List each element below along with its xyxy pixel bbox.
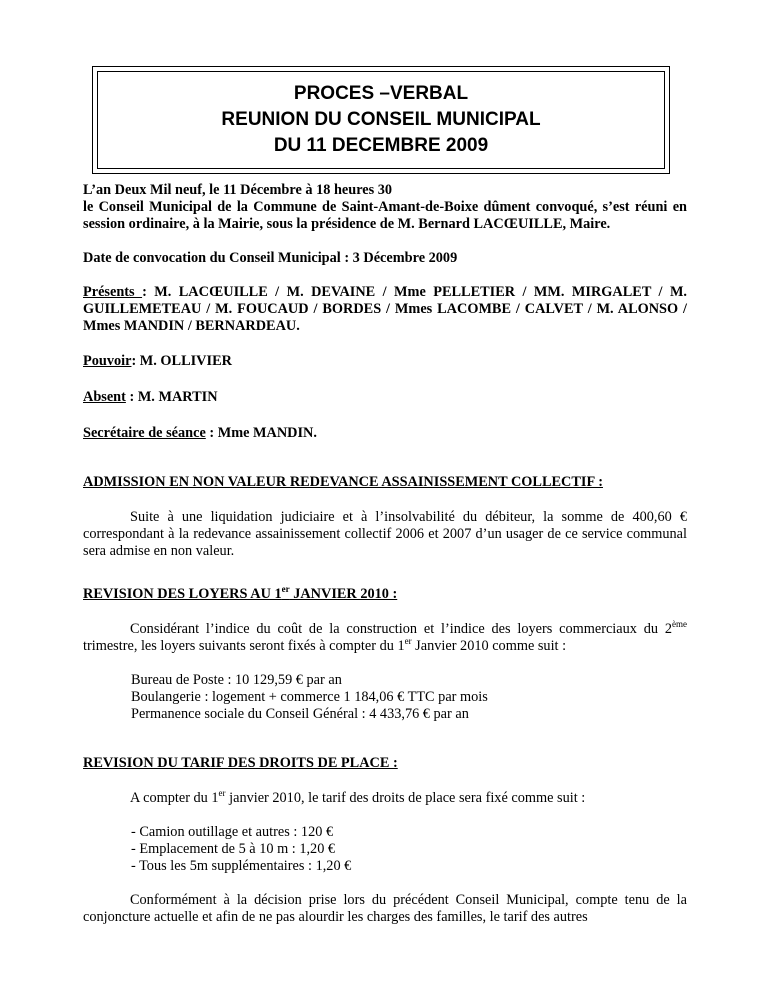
section-body-droits-de-place [83, 790, 687, 807]
loyers-body-text-2: trimestre, les loyers suivants seront fixés à compter du 1 [83, 638, 405, 654]
section-heading-loyers [83, 586, 687, 603]
list-item: - Emplacement de 5 à 10 m : 1,20 € [131, 841, 336, 857]
loyers-body-text-3: Janvier 2010 comme suit : [411, 638, 567, 654]
document-body [83, 182, 687, 926]
droits-list [131, 824, 687, 875]
section-body-admission: Suite à une liquidation judiciaire et à l’insolvabilité du débiteur, la somme de 400,60 € correspondant à la redevance assainissement collectif 2006 et 2007 d’un usager de ce service communal sera admise en non valeur. [83, 509, 687, 559]
presents-label: Présents [83, 284, 143, 300]
section-body-loyers [83, 621, 687, 655]
title-box-inner [97, 71, 665, 169]
absent-value: : M. MARTIN [125, 389, 218, 405]
secretaire-label: Secrétaire de séance [83, 425, 206, 441]
convocation-date: Date de convocation du Conseil Municipal : 3 Décembre 2009 [83, 250, 458, 266]
absent-label: Absent [83, 389, 126, 405]
droits-body-sup: er [218, 788, 226, 798]
list-item: - Tous les 5m supplémentaires : 1,20 € [131, 858, 352, 874]
title-line-3: DU 11 DECEMBRE 2009 [273, 135, 489, 156]
absent-paragraph [83, 389, 687, 406]
loyers-heading-text-end: JANVIER 2010 : [289, 586, 398, 602]
loyers-heading-text: REVISION DES LOYERS AU 1 [83, 586, 282, 602]
loyers-heading-sup: er [281, 584, 290, 594]
presents-paragraph [83, 284, 687, 335]
secretaire-paragraph [83, 425, 687, 442]
intro-line-1: L’an Deux Mil neuf, le 11 Décembre à 18 heures 30 [83, 182, 393, 198]
title-line-1: PROCES –VERBAL [293, 83, 469, 104]
presents-value: : M. LACŒUILLE / M. DEVAINE / Mme PELLETIER / MM. MIRGALET / M. GUILLEMETEAU / M. FOUCAUD / BORDES / Mmes LACOMBE / CALVET / M. ALONSO / Mmes MANDIN / BERNARDEAU. [83, 284, 688, 334]
loyers-body-text-1: Considérant l’indice du coût de la construction et l’indice des loyers commerciaux du 2 [130, 621, 672, 637]
secretaire-value: : Mme MANDIN. [205, 425, 317, 441]
droits-body-text-1: A compter du 1 [130, 790, 219, 806]
list-item: Bureau de Poste : 10 129,59 € par an [131, 672, 342, 688]
loyers-body-sup-1: ème [672, 619, 687, 629]
title-box [92, 66, 670, 174]
pouvoir-paragraph [83, 353, 687, 370]
pouvoir-label: Pouvoir [83, 353, 132, 369]
section-heading-droits-de-place: REVISION DU TARIF DES DROITS DE PLACE : [83, 755, 398, 771]
droits-body-text-2: janvier 2010, le tarif des droits de place sera fixé comme suit : [225, 790, 586, 806]
section-heading-admission: ADMISSION EN NON VALEUR REDEVANCE ASSAINISSEMENT COLLECTIF : [83, 474, 603, 490]
loyers-list [131, 672, 687, 723]
title-line-2: REUNION DU CONSEIL MUNICIPAL [221, 109, 541, 130]
section-closing-paragraph: Conformément à la décision prise lors du précédent Conseil Municipal, compte tenu de la conjoncture actuelle et afin de ne pas alourdir les charges des familles, le tarif des autres [83, 892, 687, 925]
list-item: Permanence sociale du Conseil Général : 4 433,76 € par an [131, 706, 469, 722]
list-item: Boulangerie : logement + commerce 1 184,06 € TTC par mois [131, 689, 488, 705]
loyers-body-sup-2: er [404, 636, 412, 646]
list-item: - Camion outillage et autres : 120 € [131, 824, 334, 840]
pouvoir-value: : M. OLLIVIER [131, 353, 232, 369]
intro-line-2: le Conseil Municipal de la Commune de Saint-Amant-de-Boixe dûment convoqué, s’est réuni en session ordinaire, à la Mairie, sous la présidence de M. Bernard LACŒUILLE, Maire. [83, 199, 687, 232]
